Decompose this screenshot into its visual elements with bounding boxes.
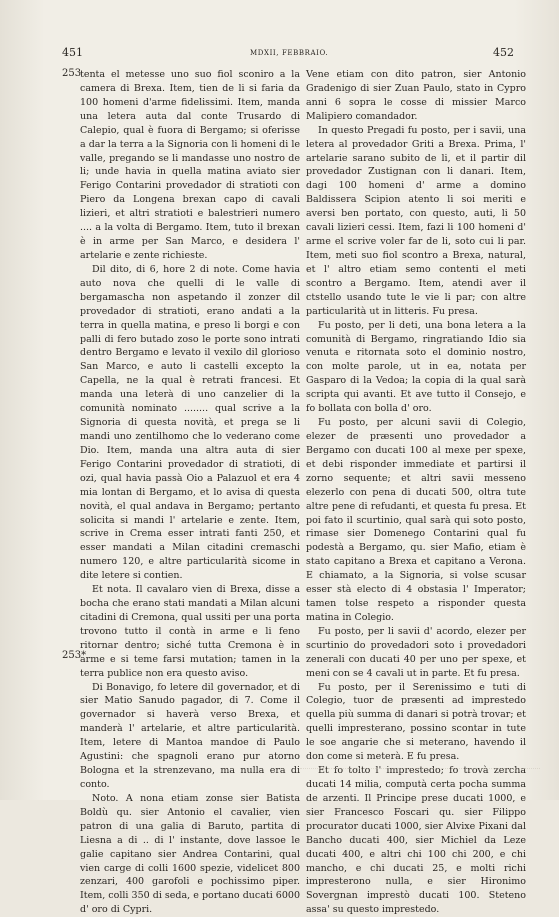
margin-label: 253 — [62, 68, 82, 79]
paragraph: Noto. A nona etiam zonse sier Batista Boldù qu. sier Antonio el cavalier, vien patron di una galia di Baruto, partita di Liesna a di .. di l' instante, dove lassoe le galie capitano sier Andrea Contarini, qual vien carge di colli 1600 spezie, videlicet 800 zenzari, 400 garofoli e pochissimo piper. Item, colli 350 di seda, e portano ducati 6000 d' oro di Cypri. — [80, 792, 300, 916]
right-column — [306, 68, 526, 917]
paragraph: Di Bonavigo, fo letere dil governador, et di sier Matio Sanudo pagador, di 7. Come il governador si haverà verso Brexa, et manderà l' artelarie, et altre particularità. Item, letere di Mantoa mandoe di Paulo Agustini: che spagnoli erano pur atorno Bologna et la strenzevano, ma nulla era di conto. — [80, 681, 300, 791]
paragraph: Et nota. Il cavalaro vien di Brexa, disse a bocha che erano stati mandati a Milan alcuni citadini di Cremona, qual ussiti per una porta trovono tutto il contà in arme e li feno ritornar dentro; siché tutta Cremona è in arme e si teme farsi mutation; tamen in la terra publice non era questo aviso. — [80, 584, 300, 679]
paragraph: Vene etiam con dito patron, sier Antonio Gradenigo di sier Zuan Paulo, stato in Cypro anni 6 sopra le cosse di missier Marco Malipiero comandador. — [306, 69, 526, 122]
paragraph: Fu posto, per li deti, una bona letera a la comunità di Bergamo, ringratiando Idio sia venuta e ritornata soto el dominio nostro, con molte parole, ut in ea, notata per Gasparo di la Vedoa; la copia di la qual sarà scripta qui avanti. Et ave tutto il Consejo, e fo bollata con bolla d' oro. — [306, 319, 526, 415]
paragraph: In questo Pregadi fu posto, per i savii, una letera al provedador Griti a Brexa. Prima, l' artelarie sarano subito de li, et il partir dil provedador Zustignan con li danari. Item, dagi 100 homeni d' arme a domino Baldissera Scipion atento li soi meriti e aversi ben portato, con questo, auti, li 50 cavali lizieri cessi. Item, fazi li 100 homeni d' arme el scrive voler far de li, soto cui li par. Item, meti suo fiol scontro a Brexa, natural, et l' altro etiam semo contenti el meti scontro a Bergamo. Item, atendi aver il ctstello usando tute le vie li par; con altre particularità ut in litteris. Fu presa. — [306, 124, 526, 317]
left-column — [80, 68, 300, 917]
paragraph: Et fo tolto l' imprestedo; fo trovà zercha ducati 14 milia, computà certa pocha summa de arzenti. Il Principe prese ducati 1000, e sier Francesco Foscari qu. sier Filippo procurator ducati 1000, sier Alvixe Pixani dal Bancho ducati 400, sier Michiel da Leze ducati 400, e altri chi 100 chi 200, e chi mancho, e chi ducati 25, e molti richi impresterono nulla, e sier Hironimo Sovergnan imprestò ducati 100. Steteno assa' su questo imprestedo. — [306, 765, 526, 916]
paragraph: tenta el metesse uno suo fiol sconiro a la camera di Brexa. Item, tien de li si faria da 100 homeni d'arme fidelissimi. Item, manda una letera auta dal conte Trusardo di Calepio, qual è fuora di Bergamo; si oferisse a dar la terra a la Signoria con li homeni di le valle, pregando se li mandasse uno nostro de li; unde havia in quella matina aviato sier Ferigo Contarini provedador di stratioti con Piero da Longena brexan capo di cavali lizieri, et altri stratioti e balestrieri numero .... a la volta di Bergamo. Item, tuto il brexan è in arme per San Marco, e desidera l' artelarie e zente richieste. — [80, 69, 300, 261]
running-header: MDXII, FEBBRAIO. — [250, 49, 329, 57]
page-number-right: 452 — [493, 46, 514, 59]
page-number-left: 451 — [62, 46, 83, 59]
paragraph: Fu posto, per alcuni savii di Colegio, elezer de præsenti uno provedador a Bergamo con ducati 100 al mexe per spexe, et debi risponder immediate et partirsi il zorno sequente; et altri savii messeno elezerlo con pena di ducati 500, oltra tute altre pene di refudanti, et questa fu presa. Et poi fato il scurtinio, qual sarà qui soto posto, rimase sier Domenego Contarini qual fu podestà a Bergamo, qu. sier Mafio, etiam è stato capitano a Brexa et capitano a Verona. E chiamato, a la Signoria, si volse scusar esser stà electo di 4 obstasia l' Imperator; tamen tolse respeto a risponder questa matina in Colegio. — [306, 417, 526, 623]
paragraph: Fu posto, per li savii d' acordo, elezer per scurtinio do provedadori soto i provedadori zenerali con ducati 40 per uno per spexe, et meni con se 4 cavali ut in parte. Et fu presa. — [306, 625, 526, 679]
margin-label: 253* — [62, 650, 87, 661]
paragraph: Fu posto, per il Serenissimo e tuti di Colegio, tuor de præsenti ad imprestedo quella più summa di danari si potrà trovar; et quelli impresterano, possino scontar in tute le soe angarie che si meterano, havendo il don come si meterà. E fu presa. — [306, 681, 526, 763]
page-bleed-through — [300, 768, 540, 789]
paragraph: Dil dito, di 6, hore 2 di note. Come havia auto nova che quelli di le valle di bergamascha non aspetando il zonzer dil provedador di stratioti, erano andati a la terra in quella matina, e preso li borgi e con palli di fero butado zoso le porte sono intrati dentro Bergamo e levato il vexilo dil glorioso San Marco, e auto li castelli excepto la Capella, ne la qual è retrati francesi. Et manda una leterà di uno canzelier di la comunità nominato ........ qual scrive a la Signoria di questa novità, et prega se li mandi uno zentilhomo che lo vederano come Dio. Item, manda una altra auta di sier Ferigo Contarini provedador di stratioti, di ozi, qual havia passà Oio a Palazuol et era 4 mia lontan di Bergamo, et lo avisa di questa novità, el qual andava in Bergamo; pertanto solicita si mandi l' artelarie e zente. Item, scrive in Crema esser intrati fanti 250, et esser mandati a Milan citadini cremaschi numero 120, e altre particularità sicome in dite letere si contien. — [80, 263, 300, 582]
